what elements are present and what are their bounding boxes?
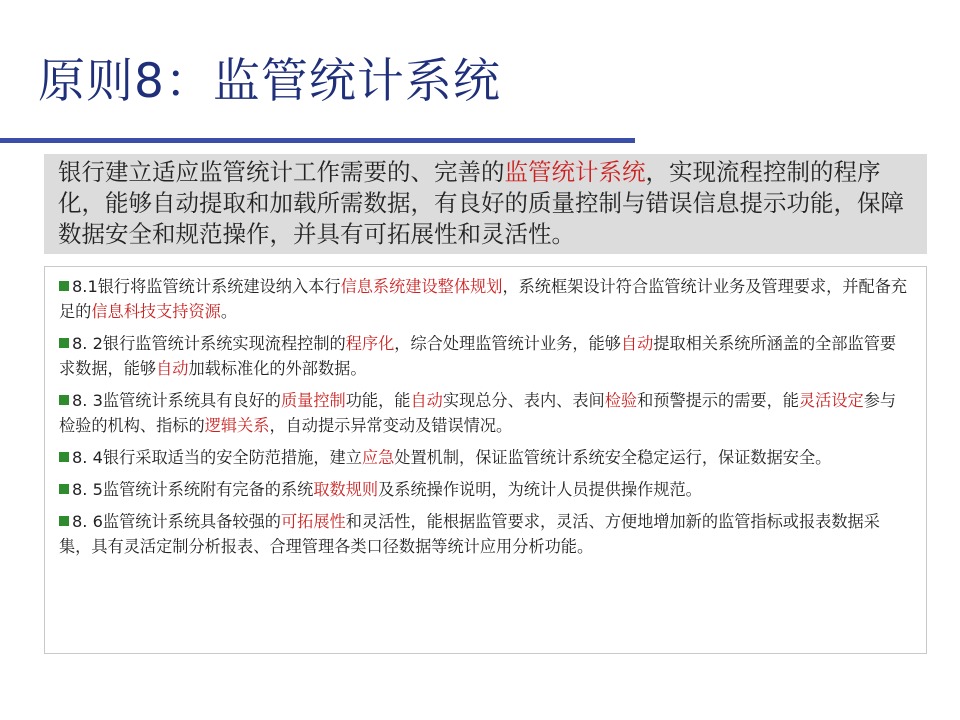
item-text: 8.1银行将监管统计系统建设纳入本行 <box>72 277 341 296</box>
item-text: 8. 4银行采取适当的安全防范措施，建立 <box>72 448 362 467</box>
item-highlight: 自动 <box>410 391 443 410</box>
item-highlight: 信息科技支持资源 <box>91 302 221 321</box>
item-text: 。 <box>220 302 238 321</box>
item-text: 和预警提示的需要，能 <box>637 391 799 410</box>
item-text: ，自动提示异常变动及错误情况。 <box>269 416 513 435</box>
item-text: 提取相关系统所涵盖的全部监管要求数据，能够 <box>59 334 897 378</box>
item-text: ，系统框架设计符合监管统计业务及管理要求，并配备充足的 <box>59 277 908 321</box>
principle-details-box <box>44 266 927 654</box>
item-highlight: 自动 <box>620 334 654 353</box>
item-text: ，综合处理监管统计业务，能够 <box>394 334 621 353</box>
item-text: 及系统操作说明，为统计人员提供操作规范。 <box>378 480 702 499</box>
list-item-8-4 <box>59 445 912 470</box>
summary-box <box>44 154 927 254</box>
green-square-bullet-icon <box>59 395 69 405</box>
list-item-8-2 <box>59 331 912 381</box>
item-highlight: 程序化 <box>345 334 395 353</box>
green-square-bullet-icon <box>59 338 69 348</box>
item-highlight: 可拓展性 <box>280 512 346 531</box>
summary-highlight: 监管统计系统 <box>504 158 646 186</box>
item-text: 和灵活性，能根据监管要求，灵活、方便地增加新的监管指标或报表数据采集，具有灵活定制分析报表、合理管理各类口径数据等统计应用分析功能。 <box>59 512 880 556</box>
item-text: 处置机制，保证监管统计系统安全稳定运行，保证数据安全。 <box>394 448 832 467</box>
green-square-bullet-icon <box>59 484 69 494</box>
green-square-bullet-icon <box>59 452 69 462</box>
item-text: 功能，能 <box>345 391 411 410</box>
green-square-bullet-icon <box>59 281 69 291</box>
slide-title: 原则8：监管统计系统 <box>38 54 501 109</box>
item-text: 实现总分、表内、表间 <box>442 391 605 410</box>
item-highlight: 灵活设定 <box>798 391 864 410</box>
summary-text: ，实现流程控制的程序化，能够自动提取和加载所需数据，有良好的质量控制与错误信息提示功能，保障数据安全和规范操作，并具有可拓展性和灵活性。 <box>58 158 904 248</box>
list-item-8-3 <box>59 388 912 438</box>
item-text: 8. 2银行监管统计系统实现流程控制的 <box>72 334 346 353</box>
item-highlight: 信息系统建设整体规划 <box>340 277 503 296</box>
item-text: 8. 5监管统计系统附有完备的系统 <box>72 480 314 499</box>
list-item-8-5 <box>59 477 912 502</box>
item-text: 参与检验的机构、指标的 <box>59 391 897 435</box>
item-text: 8. 3监管统计系统具有良好的 <box>72 391 281 410</box>
summary-text: 银行建立适应监管统计工作需要的、完善的 <box>58 158 505 186</box>
item-highlight: 检验 <box>604 391 638 410</box>
item-highlight: 取数规则 <box>313 480 379 499</box>
item-text: 8. 6监管统计系统具备较强的 <box>72 512 281 531</box>
item-text: 加载标准化的外部数据。 <box>188 359 367 378</box>
list-item-8-6 <box>59 509 912 559</box>
item-highlight: 逻辑关系 <box>204 416 270 435</box>
item-highlight: 自动 <box>156 359 189 378</box>
list-item-8-1 <box>59 274 912 324</box>
item-highlight: 应急 <box>361 448 395 467</box>
item-highlight: 质量控制 <box>280 391 346 410</box>
green-square-bullet-icon <box>59 516 69 526</box>
title-underline <box>0 138 635 143</box>
